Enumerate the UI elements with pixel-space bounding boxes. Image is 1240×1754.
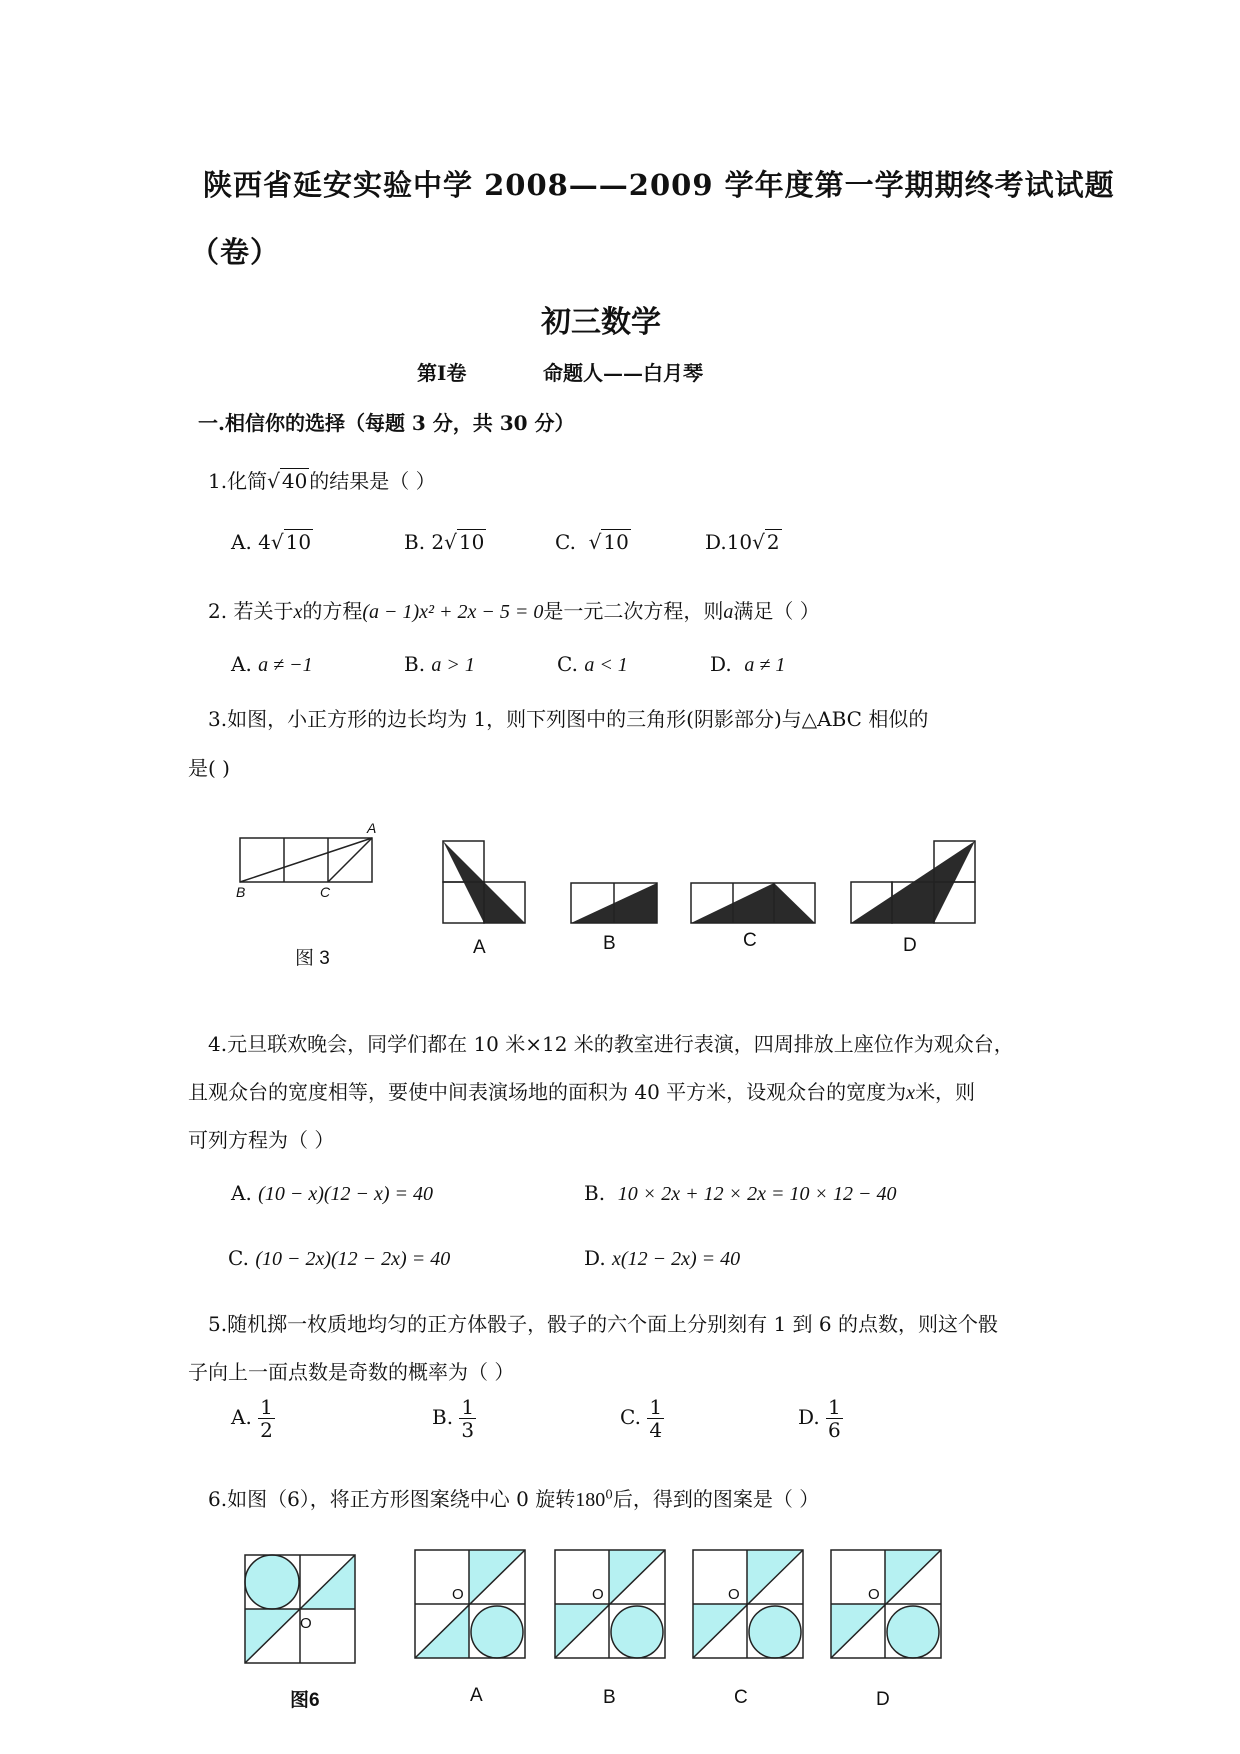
q6-option-c-center-label: O — [728, 1586, 740, 1603]
q3-stem-line2: 是( ) — [188, 756, 230, 780]
q6-stem: 6.如图（6），将正方形图案绕中心 0 旋转$180^0$后，得到的图案是（ ） — [208, 1487, 820, 1511]
q1-text-before: 1.化简 — [208, 469, 268, 493]
q4-stem-line2: 且观众台的宽度相等，要使中间表演场地的面积为 40 平方米，设观众台的宽度为x米，则 — [188, 1080, 976, 1104]
section1-heading: 一.相信你的选择（每题 3 分，共 30 分） — [198, 411, 575, 435]
q2-var-a: a — [723, 601, 734, 623]
q1-radicand: 40 — [281, 469, 308, 493]
q6-option-a-figure — [410, 1545, 530, 1665]
q2-option-b: B. a > 1 — [404, 652, 475, 676]
q5-option-c: C. $\frac{1}{4}$ — [620, 1395, 663, 1442]
q3-point-c-label: C — [320, 884, 331, 900]
exam-title-line2: （卷） — [190, 235, 281, 269]
q6-option-b-center-label: O — [592, 1586, 604, 1603]
q6-option-b-label: B — [603, 1687, 616, 1708]
q4-option-c: C. (10 − 2x)(12 − 2x) = 40 — [228, 1246, 451, 1270]
q6-figure-caption: 图6 — [290, 1690, 320, 1711]
exam-title-line1: 陕西省延安实验中学 2008——2009 学年度第一学期期终考试试题 — [203, 168, 1115, 202]
q6-option-d-figure — [826, 1545, 946, 1665]
q3-option-d-figure — [848, 838, 988, 933]
q5-stem-line2: 子向上一面点数是奇数的概率为（ ） — [188, 1360, 515, 1384]
q6-option-c-figure — [688, 1545, 808, 1665]
q3-option-a-figure — [440, 838, 540, 938]
q4-option-d: D. x(12 − 2x) = 40 — [584, 1246, 741, 1270]
q2-option-c: C. a < 1 — [557, 652, 628, 676]
q6-fig6-center-label: O — [300, 1615, 312, 1632]
q6-option-c-label: C — [734, 1687, 748, 1708]
q1-option-c: C. √ 10 — [555, 530, 629, 554]
q6-option-a-label: A — [470, 1685, 483, 1706]
q4-option-a: A. (10 − x)(12 − x) = 40 — [231, 1181, 434, 1205]
q6-option-b-figure — [550, 1545, 670, 1665]
q3-option-b-label: B — [603, 933, 616, 954]
q1-option-b: B. 2√ 10 — [404, 530, 485, 554]
q1-option-a: A. 4√ 10 — [231, 530, 312, 554]
q4-option-b: B. 10 × 2x + 12 × 2x = 10 × 12 − 40 — [584, 1181, 897, 1205]
q1-stem — [208, 465, 436, 494]
q5-option-a: A. $\frac{1}{2}$ — [231, 1395, 273, 1442]
q4-stem-line3: 可列方程为（ ） — [188, 1128, 335, 1152]
q6-option-d-center-label: O — [868, 1586, 880, 1603]
q2-equation: (a − 1)x² + 2x − 5 = 0 — [362, 601, 544, 623]
q1-radical: √ 40 — [267, 469, 308, 493]
q6-figure-6 — [240, 1550, 360, 1670]
q3-stem-line1: 3.如图，小正方形的边长均为 1，则下列图中的三角形(阴影部分)与△ABC 相似的 — [208, 707, 929, 731]
q2-var-x: x — [293, 601, 303, 623]
q3-option-a-label: A — [473, 937, 486, 958]
q3-figure-abc — [230, 820, 390, 910]
volume-label: 第Ⅰ卷 — [417, 361, 467, 385]
q6-option-a-center-label: O — [452, 1586, 464, 1603]
q2-option-d: D. a ≠ 1 — [710, 652, 786, 676]
q5-stem-line1: 5.随机掷一枚质地均匀的正方体骰子，骰子的六个面上分别刻有 1 到 6 的点数，则这个骰 — [208, 1312, 998, 1336]
q3-point-a-label: A — [367, 820, 377, 836]
q4-stem-line1: 4.元旦联欢晚会，同学们都在 10 米×12 米的教室进行表演，四周排放上座位作为观众台， — [208, 1032, 1014, 1056]
q1-text-after: 的结果是（ ） — [309, 469, 436, 493]
q6-option-d-label: D — [876, 1689, 890, 1710]
q3-option-d-label: D — [903, 935, 917, 956]
q3-point-b-label: B — [236, 884, 246, 900]
q2-stem: 2. 若关于x的方程(a − 1)x² + 2x − 5 = 0是一元二次方程，则a满足（ ） — [208, 599, 820, 623]
q3-option-b-figure — [568, 880, 668, 930]
q3-option-c-label: C — [743, 930, 757, 951]
q1-option-d: D.10√ 2 — [705, 530, 780, 554]
q5-option-d: D. $\frac{1}{6}$ — [798, 1395, 841, 1442]
q2-option-a: A. a ≠ −1 — [231, 652, 313, 676]
q3-option-c-figure — [688, 880, 828, 930]
q5-option-b: B. $\frac{1}{3}$ — [432, 1395, 475, 1442]
author-label: 命题人——白月琴 — [543, 361, 703, 385]
q3-figure-caption: 图 3 — [295, 948, 330, 969]
subject-title: 初三数学 — [541, 305, 661, 340]
